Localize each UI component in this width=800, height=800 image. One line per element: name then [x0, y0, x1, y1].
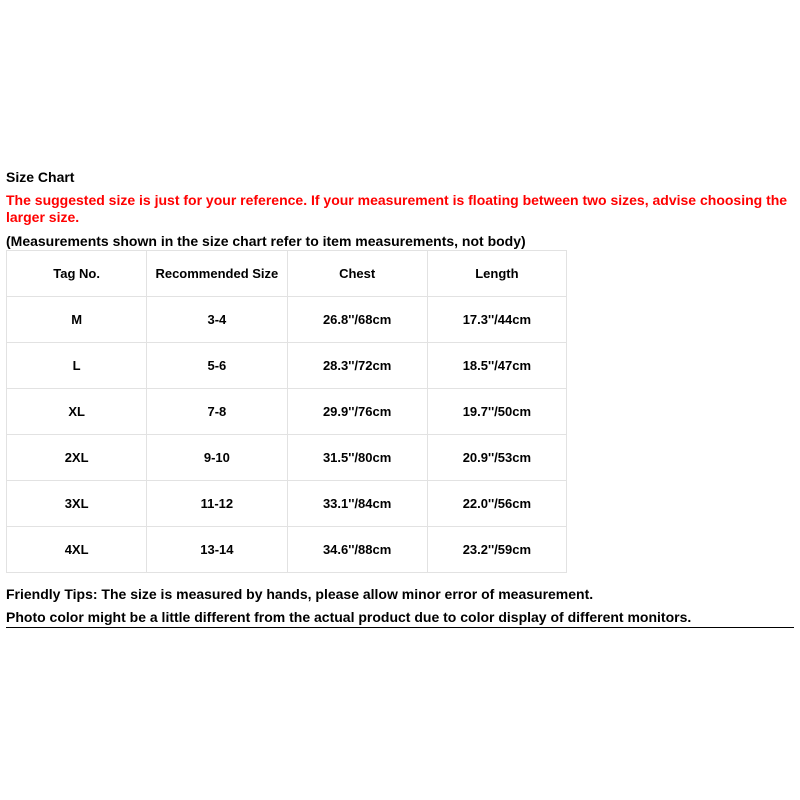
table-row	[7, 435, 567, 481]
header-recommended-size: Recommended Size	[147, 251, 287, 297]
cell-chest: 26.8''/68cm	[287, 297, 427, 343]
cell-tag: 3XL	[7, 481, 147, 527]
cell-length: 17.3''/44cm	[427, 297, 566, 343]
header-chest: Chest	[287, 251, 427, 297]
cell-tag: M	[7, 297, 147, 343]
cell-recommended-size: 5-6	[147, 343, 287, 389]
table-row	[7, 297, 567, 343]
cell-length: 20.9''/53cm	[427, 435, 566, 481]
cell-tag: 2XL	[7, 435, 147, 481]
cell-tag: L	[7, 343, 147, 389]
table-row	[7, 527, 567, 573]
cell-tag: 4XL	[7, 527, 147, 573]
size-table	[6, 250, 567, 573]
header-length: Length	[427, 251, 566, 297]
table-header-row	[7, 251, 567, 297]
cell-length: 23.2''/59cm	[427, 527, 566, 573]
cell-chest: 33.1''/84cm	[287, 481, 427, 527]
cell-recommended-size: 11-12	[147, 481, 287, 527]
measurement-note: (Measurements shown in the size chart refer to item measurements, not body)	[6, 233, 526, 249]
cell-recommended-size: 7-8	[147, 389, 287, 435]
cell-chest: 31.5''/80cm	[287, 435, 427, 481]
table-row	[7, 343, 567, 389]
size-chart-document	[6, 168, 796, 628]
cell-recommended-size: 9-10	[147, 435, 287, 481]
cell-recommended-size: 3-4	[147, 297, 287, 343]
cell-length: 22.0''/56cm	[427, 481, 566, 527]
friendly-tips: Friendly Tips: The size is measured by hands, please allow minor error of measurement.	[6, 586, 594, 602]
header-tag-no: Tag No.	[7, 251, 147, 297]
cell-tag: XL	[7, 389, 147, 435]
page-title: Size Chart	[6, 169, 75, 185]
table-row	[7, 481, 567, 527]
cell-chest: 28.3''/72cm	[287, 343, 427, 389]
photo-color-note: Photo color might be a little different from the actual product due to color display of different monitors.	[6, 608, 794, 628]
table-row	[7, 389, 567, 435]
cell-chest: 29.9''/76cm	[287, 389, 427, 435]
cell-length: 18.5''/47cm	[427, 343, 566, 389]
cell-length: 19.7''/50cm	[427, 389, 566, 435]
size-notice: The suggested size is just for your reference. If your measurement is floating between two sizes, advise choosing the larger size.	[6, 192, 788, 225]
cell-chest: 34.6''/88cm	[287, 527, 427, 573]
cell-recommended-size: 13-14	[147, 527, 287, 573]
